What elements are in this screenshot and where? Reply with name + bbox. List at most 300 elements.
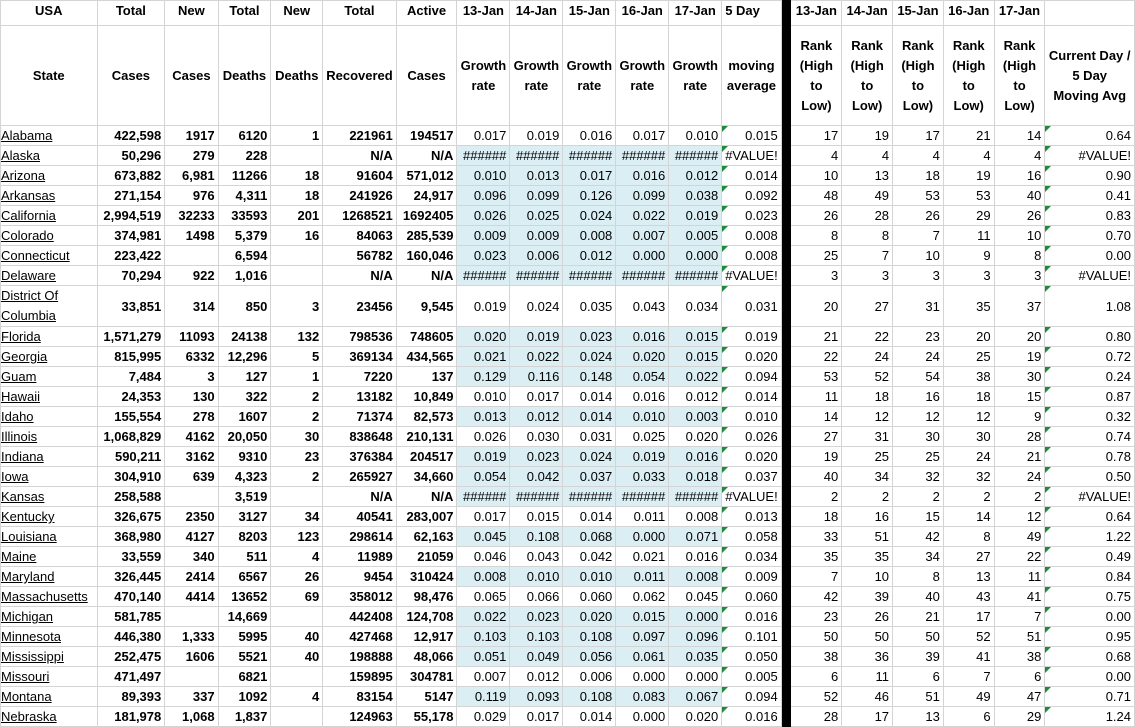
table-cell[interactable]: 4,323 <box>218 467 271 487</box>
table-cell[interactable]: 0.80 <box>1045 327 1135 347</box>
table-cell[interactable]: 8203 <box>218 527 271 547</box>
table-cell[interactable]: 1.08 <box>1045 286 1135 327</box>
table-cell[interactable]: 4162 <box>165 427 218 447</box>
table-cell[interactable]: 13652 <box>218 587 271 607</box>
table-cell[interactable]: 0.012 <box>510 667 563 687</box>
table-cell[interactable]: 922 <box>165 266 218 286</box>
table-cell[interactable]: 470,140 <box>97 587 165 607</box>
table-cell[interactable]: 42 <box>791 587 842 607</box>
table-cell[interactable]: 0.007 <box>457 667 510 687</box>
table-cell[interactable]: 0.009 <box>722 567 782 587</box>
table-cell[interactable]: 6821 <box>218 667 271 687</box>
table-cell[interactable]: 0.008 <box>669 507 722 527</box>
table-cell[interactable]: 0.90 <box>1045 166 1135 186</box>
state-cell[interactable]: Kentucky <box>1 507 98 527</box>
table-cell[interactable]: 12 <box>842 407 893 427</box>
table-cell[interactable]: 221961 <box>323 126 396 146</box>
table-cell[interactable]: 0.017 <box>510 707 563 727</box>
table-cell[interactable]: 1.24 <box>1045 707 1135 727</box>
table-cell[interactable]: 3127 <box>218 507 271 527</box>
table-cell[interactable]: 11 <box>842 667 893 687</box>
table-cell[interactable]: 0.060 <box>563 587 616 607</box>
table-cell[interactable]: 1268521 <box>323 206 396 226</box>
header-cell[interactable]: Growth rate <box>457 26 510 126</box>
table-cell[interactable]: 0.126 <box>563 186 616 206</box>
table-cell[interactable]: 23 <box>893 327 944 347</box>
table-cell[interactable] <box>781 266 791 286</box>
table-cell[interactable]: 0.68 <box>1045 647 1135 667</box>
table-cell[interactable]: 26 <box>791 206 842 226</box>
header-cell[interactable]: 13-Jan <box>457 1 510 26</box>
table-cell[interactable] <box>781 186 791 206</box>
table-cell[interactable]: 62,163 <box>396 527 457 547</box>
table-cell[interactable] <box>165 607 218 627</box>
table-cell[interactable]: 40 <box>893 587 944 607</box>
table-cell[interactable]: 194517 <box>396 126 457 146</box>
table-cell[interactable]: 0.023 <box>510 447 563 467</box>
table-cell[interactable]: 0.71 <box>1045 687 1135 707</box>
table-cell[interactable]: 34 <box>893 547 944 567</box>
table-cell[interactable]: 4 <box>271 687 323 707</box>
table-cell[interactable]: 35 <box>842 547 893 567</box>
table-cell[interactable]: 15 <box>893 507 944 527</box>
table-cell[interactable]: 0.026 <box>457 427 510 447</box>
table-cell[interactable]: 0.019 <box>510 327 563 347</box>
table-cell[interactable]: 11093 <box>165 327 218 347</box>
table-cell[interactable]: N/A <box>396 266 457 286</box>
table-cell[interactable]: 326,675 <box>97 507 165 527</box>
table-cell[interactable]: 22 <box>842 327 893 347</box>
table-cell[interactable]: 0.019 <box>669 206 722 226</box>
table-cell[interactable]: 0.72 <box>1045 347 1135 367</box>
table-cell[interactable]: 0.023 <box>722 206 782 226</box>
table-cell[interactable]: 7 <box>943 667 994 687</box>
table-cell[interactable]: 0.008 <box>669 567 722 587</box>
table-cell[interactable]: 368,980 <box>97 527 165 547</box>
table-cell[interactable]: 11989 <box>323 547 396 567</box>
table-cell[interactable]: ###### <box>457 146 510 166</box>
table-cell[interactable]: 0.029 <box>457 707 510 727</box>
table-cell[interactable]: 0.148 <box>563 367 616 387</box>
table-cell[interactable]: 33,851 <box>97 286 165 327</box>
table-cell[interactable] <box>781 286 791 327</box>
table-cell[interactable]: 0.037 <box>722 467 782 487</box>
table-cell[interactable]: 2 <box>271 407 323 427</box>
table-cell[interactable]: 0.005 <box>722 667 782 687</box>
table-cell[interactable]: 0.054 <box>616 367 669 387</box>
table-cell[interactable]: 340 <box>165 547 218 567</box>
state-cell[interactable]: Indiana <box>1 447 98 467</box>
table-cell[interactable]: 11266 <box>218 166 271 186</box>
table-cell[interactable]: 0.000 <box>616 246 669 266</box>
table-cell[interactable]: 4 <box>271 547 323 567</box>
table-cell[interactable]: 427468 <box>323 627 396 647</box>
table-cell[interactable]: 0.024 <box>563 206 616 226</box>
table-cell[interactable]: 252,475 <box>97 647 165 667</box>
table-cell[interactable] <box>781 447 791 467</box>
table-cell[interactable]: 40 <box>994 186 1045 206</box>
table-cell[interactable]: 21 <box>791 327 842 347</box>
table-cell[interactable]: 4,311 <box>218 186 271 206</box>
table-cell[interactable]: 3 <box>271 286 323 327</box>
state-cell[interactable]: Michigan <box>1 607 98 627</box>
header-cell[interactable]: Rank (High to Low) <box>943 26 994 126</box>
table-cell[interactable]: 8 <box>994 246 1045 266</box>
table-cell[interactable]: 0.043 <box>510 547 563 567</box>
header-cell[interactable]: Total <box>218 1 271 26</box>
table-cell[interactable]: 0.062 <box>616 587 669 607</box>
table-cell[interactable]: 0.024 <box>563 347 616 367</box>
header-cell[interactable]: 17-Jan <box>669 1 722 26</box>
table-cell[interactable]: 4 <box>842 146 893 166</box>
table-cell[interactable]: 471,497 <box>97 667 165 687</box>
table-cell[interactable]: 7,484 <box>97 367 165 387</box>
table-cell[interactable]: 0.012 <box>669 387 722 407</box>
table-cell[interactable] <box>781 427 791 447</box>
table-cell[interactable]: 39 <box>893 647 944 667</box>
table-cell[interactable]: 21059 <box>396 547 457 567</box>
table-cell[interactable]: 337 <box>165 687 218 707</box>
table-cell[interactable]: 31 <box>893 286 944 327</box>
table-cell[interactable]: 326,445 <box>97 567 165 587</box>
table-cell[interactable]: 24 <box>893 347 944 367</box>
table-cell[interactable]: 24,917 <box>396 186 457 206</box>
table-cell[interactable]: 39 <box>842 587 893 607</box>
table-cell[interactable]: 89,393 <box>97 687 165 707</box>
table-cell[interactable]: 4 <box>893 146 944 166</box>
table-cell[interactable] <box>781 627 791 647</box>
table-cell[interactable]: 0.022 <box>669 367 722 387</box>
table-cell[interactable]: 304781 <box>396 667 457 687</box>
table-cell[interactable]: 0.83 <box>1045 206 1135 226</box>
table-cell[interactable]: 2 <box>893 487 944 507</box>
table-cell[interactable]: 70,294 <box>97 266 165 286</box>
table-cell[interactable]: 0.065 <box>457 587 510 607</box>
table-cell[interactable]: 0.008 <box>722 246 782 266</box>
table-cell[interactable]: 40 <box>791 467 842 487</box>
table-cell[interactable]: 0.092 <box>722 186 782 206</box>
table-cell[interactable]: 0.026 <box>457 206 510 226</box>
table-cell[interactable] <box>781 367 791 387</box>
table-cell[interactable]: 40 <box>271 647 323 667</box>
table-cell[interactable]: 258,588 <box>97 487 165 507</box>
table-cell[interactable]: 0.015 <box>616 607 669 627</box>
table-cell[interactable]: 0.010 <box>722 407 782 427</box>
table-cell[interactable]: 748605 <box>396 327 457 347</box>
table-cell[interactable]: 278 <box>165 407 218 427</box>
table-cell[interactable]: 0.015 <box>722 126 782 146</box>
state-cell[interactable]: Iowa <box>1 467 98 487</box>
table-cell[interactable]: 0.020 <box>563 607 616 627</box>
header-cell[interactable]: Cases <box>97 26 165 126</box>
table-cell[interactable]: 1092 <box>218 687 271 707</box>
table-cell[interactable]: 1 <box>271 367 323 387</box>
table-cell[interactable]: 10,849 <box>396 387 457 407</box>
table-cell[interactable]: 10 <box>842 567 893 587</box>
header-cell[interactable]: 14-Jan <box>842 1 893 26</box>
table-cell[interactable]: 9454 <box>323 567 396 587</box>
table-cell[interactable]: 0.012 <box>669 166 722 186</box>
table-cell[interactable]: 0.043 <box>616 286 669 327</box>
header-cell[interactable]: 13-Jan <box>791 1 842 26</box>
table-cell[interactable] <box>781 206 791 226</box>
table-cell[interactable]: 10 <box>791 166 842 186</box>
table-cell[interactable]: ###### <box>616 487 669 507</box>
table-cell[interactable]: 0.70 <box>1045 226 1135 246</box>
table-cell[interactable]: 0.099 <box>510 186 563 206</box>
table-cell[interactable]: 0.108 <box>563 627 616 647</box>
table-cell[interactable]: 11 <box>943 226 994 246</box>
table-cell[interactable]: 850 <box>218 286 271 327</box>
table-cell[interactable]: 132 <box>271 327 323 347</box>
header-cell[interactable]: Growth rate <box>510 26 563 126</box>
table-cell[interactable]: 5 <box>271 347 323 367</box>
table-cell[interactable]: 12,296 <box>218 347 271 367</box>
table-cell[interactable]: 8 <box>842 226 893 246</box>
table-cell[interactable]: 581,785 <box>97 607 165 627</box>
table-cell[interactable]: 32233 <box>165 206 218 226</box>
state-cell[interactable]: Hawaii <box>1 387 98 407</box>
table-cell[interactable]: 25 <box>943 347 994 367</box>
table-cell[interactable]: 50,296 <box>97 146 165 166</box>
table-cell[interactable]: 50 <box>842 627 893 647</box>
table-cell[interactable]: 298614 <box>323 527 396 547</box>
table-cell[interactable]: 0.037 <box>563 467 616 487</box>
table-cell[interactable]: 0.019 <box>722 327 782 347</box>
table-cell[interactable]: 20,050 <box>218 427 271 447</box>
table-cell[interactable]: 0.024 <box>563 447 616 467</box>
table-cell[interactable]: 0.025 <box>510 206 563 226</box>
table-cell[interactable]: 30 <box>271 427 323 447</box>
table-cell[interactable]: 0.023 <box>510 607 563 627</box>
table-cell[interactable]: 2 <box>271 387 323 407</box>
table-cell[interactable]: 24,353 <box>97 387 165 407</box>
table-cell[interactable]: 50 <box>791 627 842 647</box>
table-cell[interactable]: 12 <box>994 507 1045 527</box>
table-cell[interactable]: 38 <box>994 647 1045 667</box>
table-cell[interactable]: 9,545 <box>396 286 457 327</box>
table-cell[interactable]: 0.000 <box>669 246 722 266</box>
table-cell[interactable] <box>271 607 323 627</box>
table-cell[interactable]: 4 <box>791 146 842 166</box>
table-cell[interactable]: 0.006 <box>510 246 563 266</box>
table-cell[interactable]: 14 <box>943 507 994 527</box>
table-cell[interactable]: ###### <box>563 487 616 507</box>
table-cell[interactable]: 8 <box>943 527 994 547</box>
table-cell[interactable]: 304,910 <box>97 467 165 487</box>
table-cell[interactable]: 160,046 <box>396 246 457 266</box>
table-cell[interactable]: 6567 <box>218 567 271 587</box>
table-cell[interactable]: 24 <box>994 467 1045 487</box>
table-cell[interactable]: 0.010 <box>563 567 616 587</box>
table-cell[interactable]: 37 <box>994 286 1045 327</box>
table-cell[interactable]: 42 <box>893 527 944 547</box>
table-cell[interactable]: 314 <box>165 286 218 327</box>
table-cell[interactable]: 6332 <box>165 347 218 367</box>
header-cell[interactable]: Growth rate <box>616 26 669 126</box>
state-cell[interactable]: Nebraska <box>1 707 98 727</box>
table-cell[interactable]: 0.066 <box>510 587 563 607</box>
table-cell[interactable]: 33593 <box>218 206 271 226</box>
table-cell[interactable]: 1,333 <box>165 627 218 647</box>
table-cell[interactable] <box>271 667 323 687</box>
table-cell[interactable]: 228 <box>218 146 271 166</box>
table-cell[interactable]: ###### <box>510 487 563 507</box>
table-cell[interactable]: 3,519 <box>218 487 271 507</box>
table-cell[interactable]: 26 <box>842 607 893 627</box>
table-cell[interactable]: 0.022 <box>616 206 669 226</box>
table-cell[interactable]: 0.95 <box>1045 627 1135 647</box>
table-cell[interactable]: 25 <box>791 246 842 266</box>
header-cell[interactable]: Rank (High to Low) <box>893 26 944 126</box>
table-cell[interactable]: 32 <box>943 467 994 487</box>
table-cell[interactable]: 9310 <box>218 447 271 467</box>
table-cell[interactable]: 374,981 <box>97 226 165 246</box>
table-cell[interactable] <box>781 347 791 367</box>
table-cell[interactable]: 27 <box>791 427 842 447</box>
table-cell[interactable]: 8 <box>893 567 944 587</box>
table-cell[interactable]: 6120 <box>218 126 271 146</box>
table-cell[interactable]: 0.013 <box>510 166 563 186</box>
table-cell[interactable]: 13 <box>943 567 994 587</box>
table-cell[interactable]: 26 <box>271 567 323 587</box>
header-cell[interactable]: Recovered <box>323 26 396 126</box>
header-cell[interactable]: Deaths <box>271 26 323 126</box>
table-cell[interactable]: 0.020 <box>457 327 510 347</box>
table-cell[interactable]: 19 <box>791 447 842 467</box>
table-cell[interactable]: 0.013 <box>457 407 510 427</box>
table-cell[interactable]: 10 <box>893 246 944 266</box>
table-cell[interactable]: 48 <box>791 186 842 206</box>
state-cell[interactable]: Colorado <box>1 226 98 246</box>
table-cell[interactable]: 155,554 <box>97 407 165 427</box>
table-cell[interactable]: 24 <box>842 347 893 367</box>
table-cell[interactable]: #VALUE! <box>722 266 782 286</box>
table-cell[interactable]: 0.010 <box>616 407 669 427</box>
table-cell[interactable]: 283,007 <box>396 507 457 527</box>
header-cell[interactable]: 14-Jan <box>510 1 563 26</box>
table-cell[interactable]: 0.016 <box>563 126 616 146</box>
table-cell[interactable]: 0.011 <box>616 567 669 587</box>
table-cell[interactable]: 223,422 <box>97 246 165 266</box>
table-cell[interactable]: 12 <box>893 407 944 427</box>
table-cell[interactable]: 26 <box>994 206 1045 226</box>
table-cell[interactable]: 9 <box>943 246 994 266</box>
table-cell[interactable]: 310424 <box>396 567 457 587</box>
table-cell[interactable]: 0.038 <box>669 186 722 206</box>
table-cell[interactable]: 0.024 <box>510 286 563 327</box>
table-cell[interactable]: 0.020 <box>722 447 782 467</box>
table-cell[interactable]: 31 <box>842 427 893 447</box>
table-cell[interactable]: 798536 <box>323 327 396 347</box>
table-cell[interactable]: 198888 <box>323 647 396 667</box>
table-cell[interactable]: 0.00 <box>1045 246 1135 266</box>
table-cell[interactable]: 0.094 <box>722 687 782 707</box>
table-cell[interactable]: 137 <box>396 367 457 387</box>
table-cell[interactable]: 442408 <box>323 607 396 627</box>
table-cell[interactable]: 5995 <box>218 627 271 647</box>
table-cell[interactable]: 422,598 <box>97 126 165 146</box>
table-cell[interactable]: 0.093 <box>510 687 563 707</box>
table-cell[interactable]: 0.012 <box>510 407 563 427</box>
state-cell[interactable]: Montana <box>1 687 98 707</box>
state-cell[interactable]: Arkansas <box>1 186 98 206</box>
table-cell[interactable]: 33,559 <box>97 547 165 567</box>
table-cell[interactable]: 53 <box>893 186 944 206</box>
table-cell[interactable]: 35 <box>791 547 842 567</box>
header-cell[interactable]: Current Day / 5 Day Moving Avg <box>1045 26 1135 126</box>
table-cell[interactable]: 20 <box>943 327 994 347</box>
table-cell[interactable]: ###### <box>510 266 563 286</box>
table-cell[interactable]: 0.021 <box>616 547 669 567</box>
table-cell[interactable]: 2 <box>791 487 842 507</box>
table-cell[interactable]: 271,154 <box>97 186 165 206</box>
table-cell[interactable]: 571,012 <box>396 166 457 186</box>
table-cell[interactable]: 0.000 <box>616 667 669 687</box>
table-cell[interactable]: 0.000 <box>669 667 722 687</box>
table-cell[interactable] <box>781 166 791 186</box>
table-cell[interactable]: N/A <box>323 266 396 286</box>
table-cell[interactable] <box>781 246 791 266</box>
table-cell[interactable]: 0.008 <box>457 567 510 587</box>
table-cell[interactable]: 0.017 <box>510 387 563 407</box>
table-cell[interactable]: 3 <box>994 266 1045 286</box>
table-cell[interactable]: 23456 <box>323 286 396 327</box>
table-cell[interactable]: 1607 <box>218 407 271 427</box>
header-cell[interactable]: 16-Jan <box>616 1 669 26</box>
table-cell[interactable]: 0.061 <box>616 647 669 667</box>
table-cell[interactable]: 51 <box>842 527 893 547</box>
header-cell[interactable]: 5 Day <box>722 1 782 26</box>
table-cell[interactable]: #VALUE! <box>1045 487 1135 507</box>
table-cell[interactable]: 36 <box>842 647 893 667</box>
table-cell[interactable]: 0.021 <box>457 347 510 367</box>
state-cell[interactable]: Maryland <box>1 567 98 587</box>
table-cell[interactable]: 0.017 <box>457 126 510 146</box>
table-cell[interactable]: 0.097 <box>616 627 669 647</box>
table-cell[interactable]: 18 <box>842 387 893 407</box>
table-cell[interactable]: 0.030 <box>510 427 563 447</box>
table-cell[interactable]: 2 <box>271 467 323 487</box>
table-cell[interactable]: 0.41 <box>1045 186 1135 206</box>
table-cell[interactable]: 201 <box>271 206 323 226</box>
table-cell[interactable]: 124,708 <box>396 607 457 627</box>
table-cell[interactable]: 0.049 <box>510 647 563 667</box>
table-cell[interactable]: 204517 <box>396 447 457 467</box>
table-cell[interactable]: 6 <box>943 707 994 727</box>
table-cell[interactable]: 18 <box>791 507 842 527</box>
table-cell[interactable]: 18 <box>271 166 323 186</box>
state-cell[interactable]: Florida <box>1 327 98 347</box>
table-cell[interactable]: 13 <box>842 166 893 186</box>
header-cell[interactable]: Rank (High to Low) <box>842 26 893 126</box>
table-cell[interactable]: 12,917 <box>396 627 457 647</box>
table-cell[interactable]: 19 <box>943 166 994 186</box>
table-cell[interactable]: 0.068 <box>563 527 616 547</box>
table-cell[interactable]: 0.014 <box>722 166 782 186</box>
table-cell[interactable] <box>781 487 791 507</box>
header-cell[interactable] <box>781 26 791 126</box>
table-cell[interactable]: 7 <box>994 607 1045 627</box>
table-cell[interactable]: 15 <box>994 387 1045 407</box>
table-cell[interactable]: 1692405 <box>396 206 457 226</box>
table-cell[interactable]: ###### <box>457 487 510 507</box>
table-cell[interactable]: 17 <box>893 126 944 146</box>
table-cell[interactable]: 52 <box>943 627 994 647</box>
table-cell[interactable]: 358012 <box>323 587 396 607</box>
table-cell[interactable]: 56782 <box>323 246 396 266</box>
table-cell[interactable]: 47 <box>994 687 1045 707</box>
